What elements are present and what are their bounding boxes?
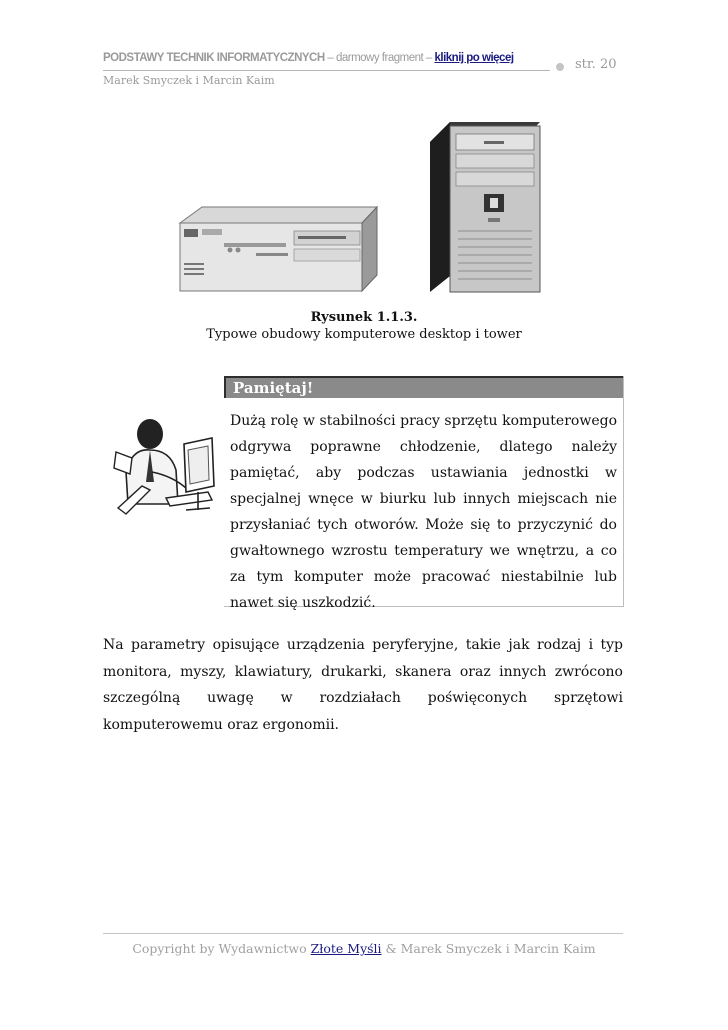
figure-caption: Typowe obudowy komputerowe desktop i tower xyxy=(206,327,522,342)
header-rule xyxy=(103,70,550,71)
fragment-label: – darmowy fragment – xyxy=(324,52,435,64)
footer-rule xyxy=(103,933,623,934)
page-number: str. 20 xyxy=(575,57,617,72)
person-at-computer-icon xyxy=(112,412,217,522)
note-body: Dużą rolę w stabilności pracy sprzętu komputerowego odgrywa poprawne chłodzenie, dlatego należy pamiętać, aby podczas ustawiania jednostki w specjalnej wnęce w biurku lub innych miejscach nie przysłaniać tych otworów. Może się to przyczynić do gwałtownego wzrostu temperatury we wnętrzu, a co za tym komputer może pracować niestabilnie lub nawet się uszkodzić. xyxy=(230,413,617,611)
header-authors: Marek Smyczek i Marcin Kaim xyxy=(103,74,275,87)
publisher-link[interactable]: Złote Myśli xyxy=(310,941,382,956)
figure-title: Rysunek 1.1.3. xyxy=(310,310,418,325)
footer-prefix: Copyright by Wydawnictwo xyxy=(132,941,311,956)
body-paragraph: Na parametry opisujące urządzenia peryferyjne, takie jak rodzaj i typ monitora, myszy, klawiatury, drukarki, skanera oraz innych zwrócono szczególną uwagę w rozdziałach poświęconych sprzętowi komputerowemu oraz ergonomii. xyxy=(103,637,623,733)
bullet-icon xyxy=(556,63,564,71)
note-header xyxy=(224,376,623,398)
footer-suffix: & Marek Smyczek i Marcin Kaim xyxy=(381,941,596,956)
running-header xyxy=(103,52,514,64)
note-heading: Pamiętaj! xyxy=(233,379,314,397)
desktop-case-image xyxy=(172,205,382,295)
more-link[interactable]: kliknij po więcej xyxy=(434,52,514,64)
footer-copyright xyxy=(0,941,728,956)
book-title: PODSTAWY TECHNIK INFORMATYCZNYCH xyxy=(103,52,325,64)
tower-case-image xyxy=(428,120,543,295)
note-box xyxy=(224,376,624,611)
